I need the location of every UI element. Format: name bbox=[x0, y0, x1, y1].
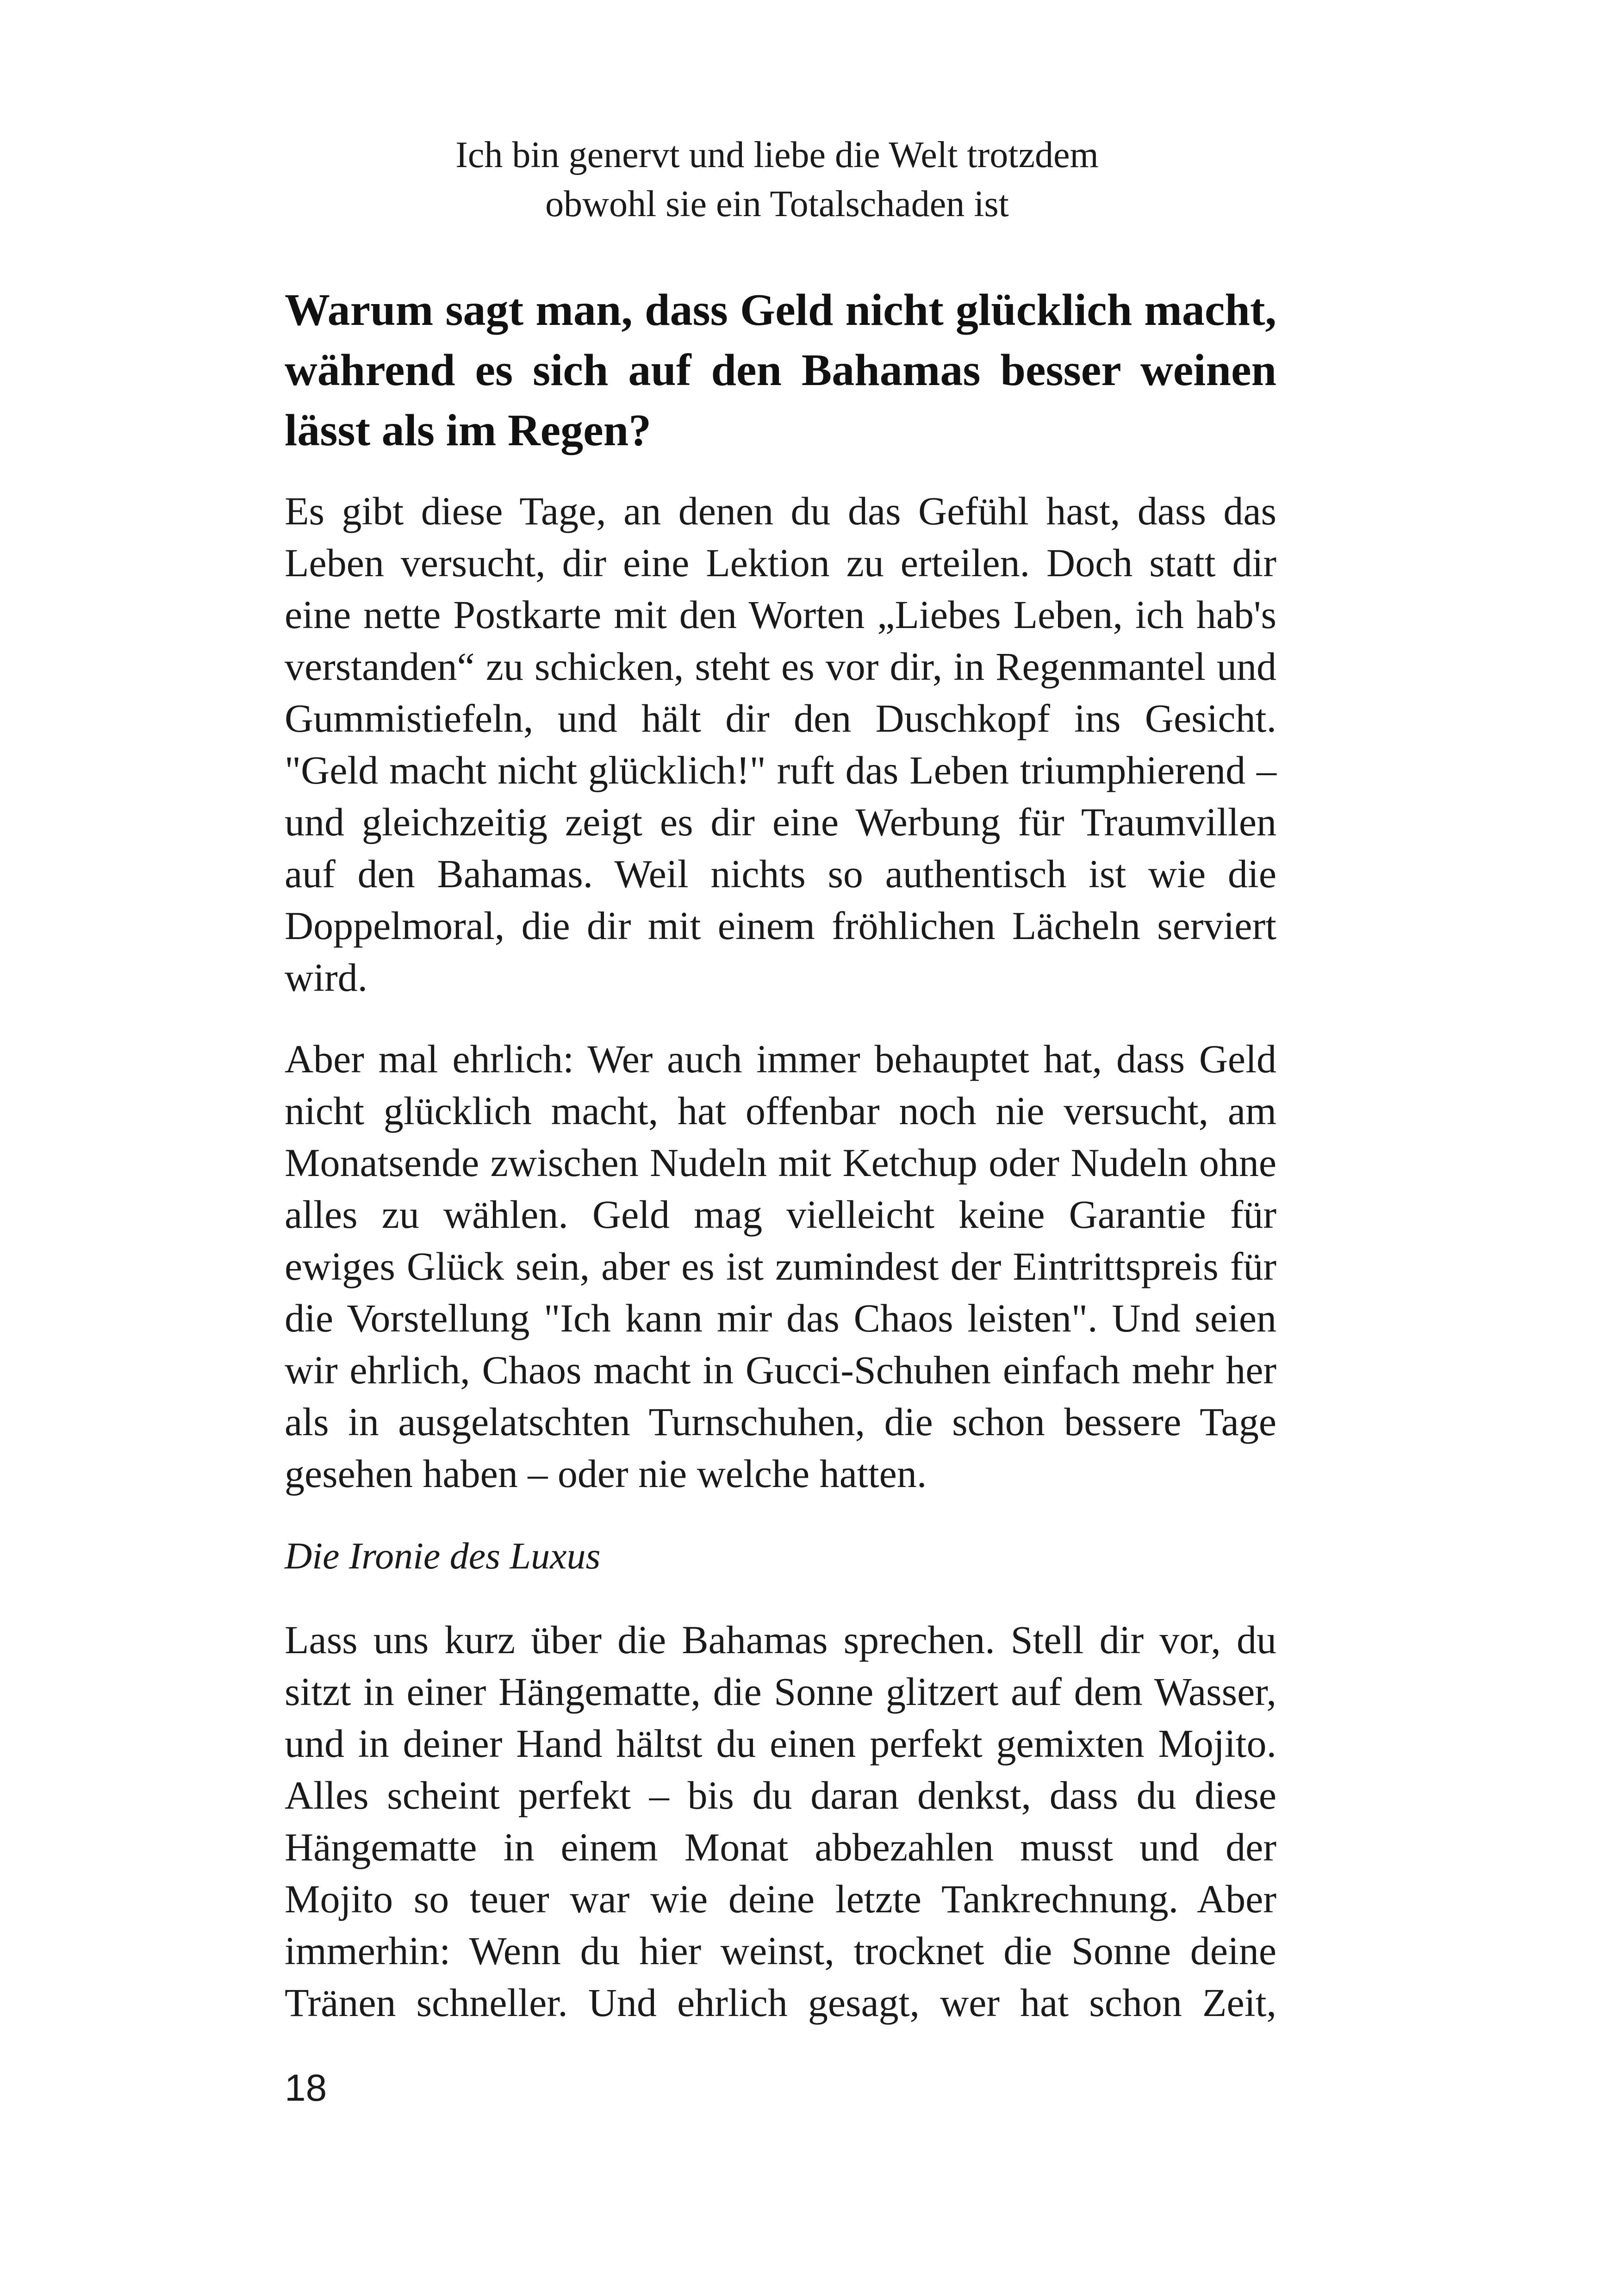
section-subheading: Die Ironie des Luxus bbox=[285, 1535, 601, 1577]
running-header bbox=[278, 131, 1276, 229]
running-header-line-2: obwohl sie ein Totalschaden ist bbox=[545, 184, 1009, 224]
body-paragraph-1: Es gibt diese Tage, an denen du das Gefühl hast, dass das Leben versucht, dir eine Lektion zu erteilen. Doch statt dir eine nette Postkarte mit den Worten „Liebes Leben, ich hab's verstanden“ zu schicken, steht es vor dir, in Regenmantel und Gummistiefeln, und hält dir den Duschkopf ins Gesicht. "Geld macht nicht glücklich!" ruft das Leben triumphierend – und gleichzeitig zeigt es dir eine Werbung für Traumvillen auf den Bahamas. Weil nichts so authentisch ist wie die Doppelmoral, die dir mit einem fröhlichen Lächeln serviert wird. bbox=[285, 489, 1276, 1000]
running-header-line-1: Ich bin genervt und liebe die Welt trotzdem bbox=[455, 135, 1099, 175]
page-number: 18 bbox=[285, 2067, 327, 2109]
body-paragraph-2: Aber mal ehrlich: Wer auch immer behauptet hat, dass Geld nicht glücklich macht, hat offenbar noch nie versucht, am Monatsende zwischen Nudeln mit Ketchup oder Nudeln ohne alles zu wählen. Geld mag vielleicht keine Garantie für ewiges Glück sein, aber es ist zumindest der Eintrittspreis für die Vorstellung "Ich kann mir das Chaos leisten". Und seien wir ehrlich, Chaos macht in Gucci-Schuhen einfach mehr her als in ausgelatschten Turnschuhen, die schon bessere Tage gesehen haben – oder nie welche hatten. bbox=[285, 1037, 1276, 1496]
chapter-title: Warum sagt man, dass Geld nicht glücklich macht, während es sich auf den Bahamas besser weinen lässt als im Regen? bbox=[285, 285, 1276, 455]
body-paragraph-3: Lass uns kurz über die Bahamas sprechen. Stell dir vor, du sitzt in einer Hängematte, die Sonne glitzert auf dem Wasser, und in deiner Hand hältst du einen perfekt gemixten Mojito. Alles scheint perfekt – bis du daran denkst, dass du diese Hängematte in einem Monat abbezahlen musst und der Mojito so teuer war wie deine letzte Tankrechnung. Aber immerhin: Wenn du hier weinst, trocknet die Sonne deine Tränen schneller. Und ehrlich gesagt, wer hat schon Zeit, bbox=[285, 1618, 1276, 2025]
